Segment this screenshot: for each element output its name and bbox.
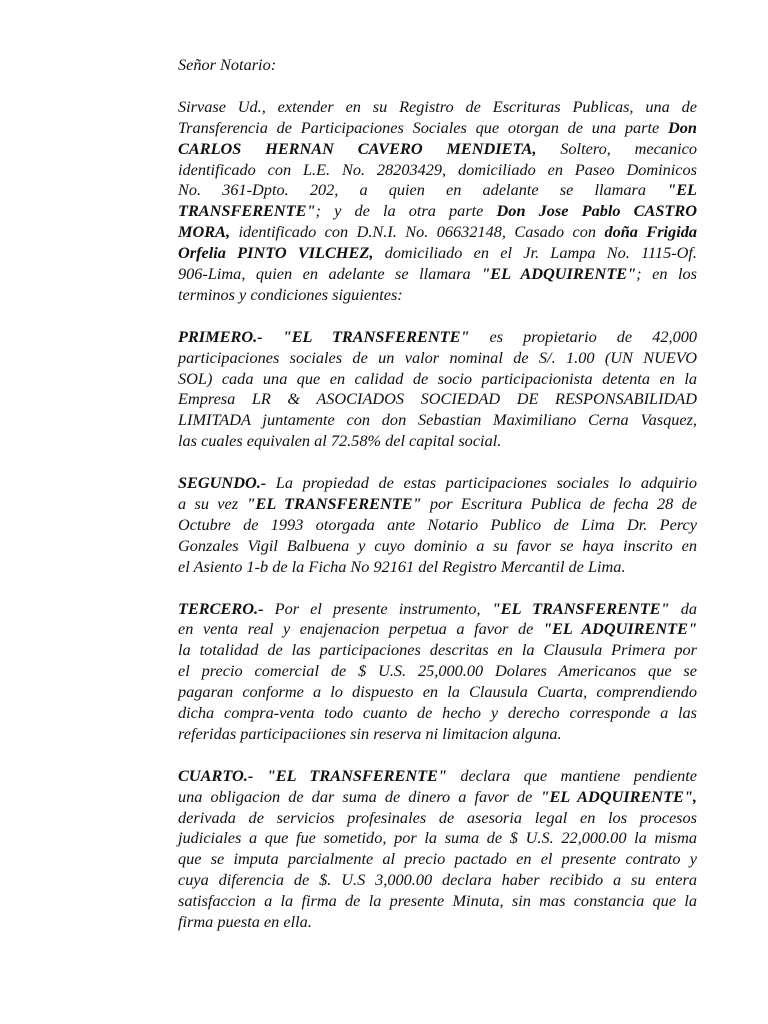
document-page [178,55,697,954]
tercero-line-3: la totalidad de las participaciones descritas en la Clausula Primera por [178,640,697,660]
tercero-line-2: en venta real y enajenacion perpetua a favor de "EL ADQUIRENTE" [178,619,697,639]
segundo-line-4: Gonzales Vigil Balbuena y cuyo dominio a su favor se haya inscrito en [178,535,697,555]
tercero-line-7: referidas participaciiones sin reserva ni limitacion alguna. [178,723,562,743]
primero-line-6: las cuales equivalen al 72.58% del capital social. [178,431,502,451]
defined-term: "EL ADQUIRENTE", [540,786,697,806]
defined-term: "EL TRANSFERENTE" [246,493,422,513]
clause-heading: CUARTO.- [178,765,254,785]
cuarto-line-1: CUARTO.- "EL TRANSFERENTE" declara que mantiene pendiente [178,765,697,785]
tercero-line-6: dicha compra-venta todo cuanto de hecho y derecho corresponde a las [178,703,697,723]
clause-heading: TERCERO.- [178,598,264,618]
intro-line-7: MORA, identificado con D.N.I. No. 06632148, Casado con doña Frigida [178,222,697,242]
tercero-line-4: el precio comercial de $ U.S. 25,000.00 Dolares Americanos que se [178,661,697,681]
cuarto-line-2: una obligacion de dar suma de dinero a favor de "EL ADQUIRENTE", [178,786,697,806]
intro-line-10: terminos y condiciones siguientes: [178,284,403,304]
tercero-line-1: TERCERO.- Por el presente instrumento, "EL TRANSFERENTE" da [178,598,697,618]
intro-line-6: TRANSFERENTE"; y de la otra parte Don Jose Pablo CASTRO [178,201,697,221]
primero-line-5: LIMITADA juntamente con don Sebastian Maximiliano Cerna Vasquez, [178,410,697,430]
party-name: Orfelia PINTO VILCHEZ, [178,243,374,263]
clause-heading: SEGUNDO.- [178,473,267,493]
intro-line-5: No. 361-Dpto. 202, a quien en adelante se llamara "EL [178,180,697,200]
segundo-line-1: SEGUNDO.- La propiedad de estas participaciones sociales lo adquirio [178,473,697,493]
intro-paragraph [178,97,697,306]
defined-term: TRANSFERENTE" [178,201,316,221]
cuarto-line-5: que se imputa parcialmente al precio pactado en el presente contrato y [178,849,697,869]
segundo-line-5: el Asiento 1-b de la Ficha No 92161 del Registro Mercantil de Lima. [178,556,626,576]
tercero-line-5: pagaran conforme a lo dispuesto en la Clausula Cuarta, comprendiendo [178,682,697,702]
intro-line-8: Orfelia PINTO VILCHEZ, domiciliado en el Jr. Lampa No. 1115-Of. [178,243,697,263]
segundo-line-3: Octubre de 1993 otorgada ante Notario Publico de Lima Dr. Percy [178,514,697,534]
cuarto-line-7: satisfaccion a la firma de la presente Minuta, sin mas constancia que la [178,891,697,911]
cuarto-line-4: judiciales a que fue sometido, por la suma de $ U.S. 22,000.00 la misma [178,828,697,848]
defined-term: "EL TRANSFERENTE" [491,598,670,618]
clause-cuarto [178,766,697,933]
clause-heading: PRIMERO.- [178,326,263,346]
party-name: MORA, [178,222,231,242]
cuarto-line-3: derivada de servicios profesinales de asesoria legal en los procesos [178,807,697,827]
defined-term: "EL TRANSFERENTE" [266,765,447,785]
clause-segundo [178,473,697,578]
primero-line-3: SOL) cada una que en calidad de socio participacionista detenta en la [178,368,697,388]
segundo-line-2: a su vez "EL TRANSFERENTE" por Escritura Publica de fecha 28 de [178,493,698,513]
party-name: doña Frigida [604,222,697,242]
salutation: Señor Notario: [178,55,277,74]
clause-primero [178,327,697,452]
primero-line-1: PRIMERO.- "EL TRANSFERENTE" es propietario de 42,000 [178,326,697,346]
intro-line-4: identificado con L.E. No. 28203429, domiciliado en Paseo Dominicos [178,159,697,179]
party-name: Don Jose Pablo CASTRO [496,201,697,221]
defined-term: "EL TRANSFERENTE" [282,326,470,346]
defined-term: "EL ADQUIRENTE" [481,264,637,284]
clause-tercero [178,599,697,745]
cuarto-line-6: cuya diferencia de $. U.S 3,000.00 declara haber recibido a su entera [178,870,697,890]
intro-line-2: Transferencia de Participaciones Sociales que otorgan de una parte Don [178,117,697,137]
intro-line-3: CARLOS HERNAN CAVERO MENDIETA, Soltero, mecanico [178,138,697,158]
party-name: CARLOS HERNAN CAVERO MENDIETA, [178,138,537,158]
party-name: Don [668,117,697,137]
defined-term: "EL ADQUIRENTE" [542,619,697,639]
intro-line-9: 906-Lima, quien en adelante se llamara "EL ADQUIRENTE"; en los [178,264,697,284]
primero-line-4: Empresa LR & ASOCIADOS SOCIEDAD DE RESPONSABILIDAD [178,389,697,409]
defined-term: "EL [667,180,697,200]
intro-line-1: Sirvase Ud., extender en su Registro de Escrituras Publicas, una de [178,96,697,116]
cuarto-line-8: firma puesta en ella. [178,912,312,932]
primero-line-2: participaciones sociales de un valor nominal de S/. 1.00 (UN NUEVO [178,347,697,367]
